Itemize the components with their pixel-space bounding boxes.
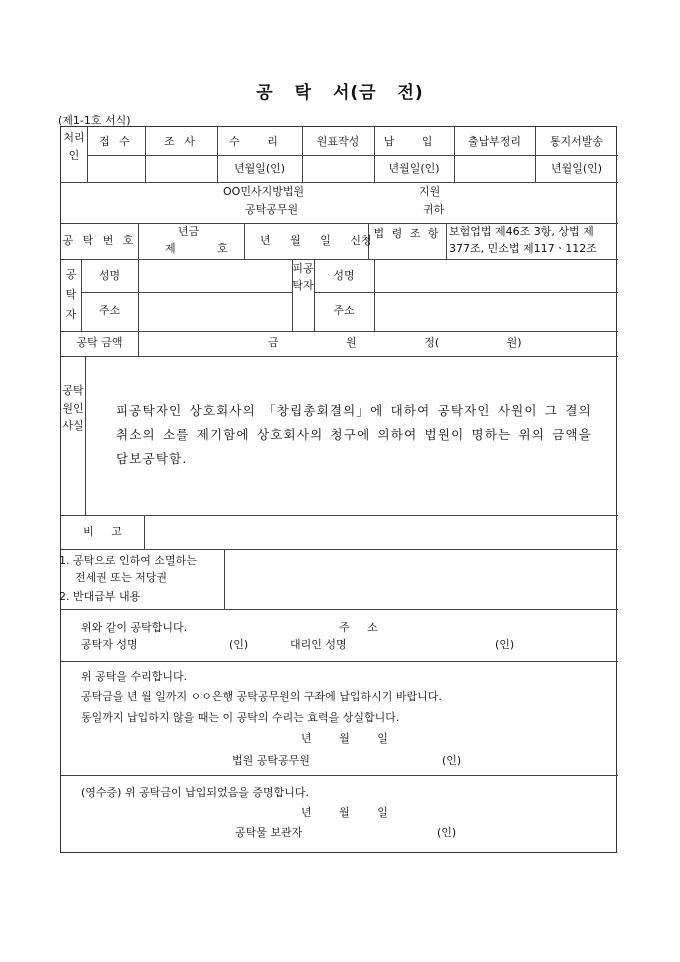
document-title: 공 탁 서(금 전) [256, 83, 424, 103]
header-ledger-creation: 원표작성 [316, 135, 360, 148]
date-acceptance: 년월일(인) [233, 162, 286, 175]
date-payment: 년월일(인) [388, 162, 440, 175]
remarks-label: 비 고 [83, 525, 122, 538]
acceptance-line1: 위 공탁을 수리합니다. [81, 670, 188, 683]
law-articles-line1: 보험업법 제46조 3항, 상법 제 [449, 225, 594, 238]
honorific: 귀하 [423, 203, 445, 216]
header-acceptance: 수 리 [229, 135, 290, 148]
deposit-officer: 공탁공무원 [245, 203, 299, 216]
amount-value: 금 원 정( 원) [268, 336, 522, 349]
form-code: (제1-1호 서식) [58, 114, 131, 127]
court-deposit-officer: 법원 공탁공무원 [232, 754, 310, 767]
deposit-form [60, 126, 617, 853]
date-notice: 년월일(인) [550, 162, 603, 175]
deposit-number-label: 공 탁 번 호 [62, 234, 137, 247]
header-receipt: 접 수 [99, 135, 133, 148]
receipt-statement: (영수증) 위 공탁금이 납입되었음을 증명합니다. [81, 786, 309, 799]
acceptance-line2: 공탁금을 년 월 일까지 ㅇㅇ은행 공탁공무원의 구좌에 납입하시기 바랍니다. [81, 690, 442, 703]
acceptance-date: 년 월 일 [301, 732, 388, 745]
agent-name-sign: 대리인 성명 [290, 638, 347, 651]
extinguish-line1: 1. 공탁으로 인하여 소멸하는 [59, 554, 197, 567]
law-label: 법 령 조 항 [373, 227, 441, 240]
header-investigation: 조 사 [164, 135, 198, 148]
je-ho: 제 호 [165, 242, 228, 255]
header-notice: 통지서발송 [549, 135, 604, 148]
depositor-name-sign: 공탁자 성명 [81, 638, 138, 651]
depositor-seal: (인) [229, 638, 249, 651]
cause-label: 공탁원인사실 [62, 384, 84, 432]
cause-text: 피공탁자인 상호회사의 「창립총회결의」에 대하여 공탁자인 사원이 그 결의 취소의 소를 제기함에 상호회사의 청구에 의하여 법원이 명하는 위의 금액을 담보공탁함. [116, 403, 593, 466]
request-address-label: 주 소 [339, 621, 378, 634]
header-cashbook: 출납부정리 [467, 135, 522, 148]
custodian-seal: (인) [437, 826, 457, 839]
branch-court: 지원 [419, 185, 441, 198]
agent-seal: (인) [495, 638, 515, 651]
process-side-label: 처리인 [63, 131, 85, 162]
acceptance-line3: 동일까지 납입하지 않을 때는 이 공탁의 수리는 효력을 상실합니다. [81, 711, 400, 724]
year-gum: 년금 [178, 225, 200, 238]
amount-label: 공탁 금액 [76, 336, 123, 349]
depositee-label: 피공탁자 [292, 262, 314, 292]
officer-seal: (인) [442, 754, 462, 767]
law-articles-line2: 377조, 민소법 제117ㆍ112조 [449, 242, 597, 255]
court-name: OO민사지방법원 [223, 185, 305, 198]
depositor-label: 공탁자 [65, 268, 77, 321]
depositee-name-label: 성명 [333, 269, 355, 282]
counter-performance: 2. 반대급부 내용 [59, 590, 141, 603]
depositor-name-label: 성명 [98, 269, 121, 282]
header-payment: 납 입 [383, 135, 445, 148]
depositee-address-label: 주소 [333, 304, 355, 317]
custodian-label: 공탁물 보관자 [235, 826, 303, 839]
request-statement: 위와 같이 공탁합니다. [81, 621, 188, 634]
apply-date: 년 월 일 신청 [260, 234, 372, 247]
depositor-address-label: 주소 [98, 304, 121, 317]
receipt-date: 년 월 일 [301, 806, 388, 819]
extinguish-line2: 전세권 또는 저당권 [75, 571, 168, 584]
